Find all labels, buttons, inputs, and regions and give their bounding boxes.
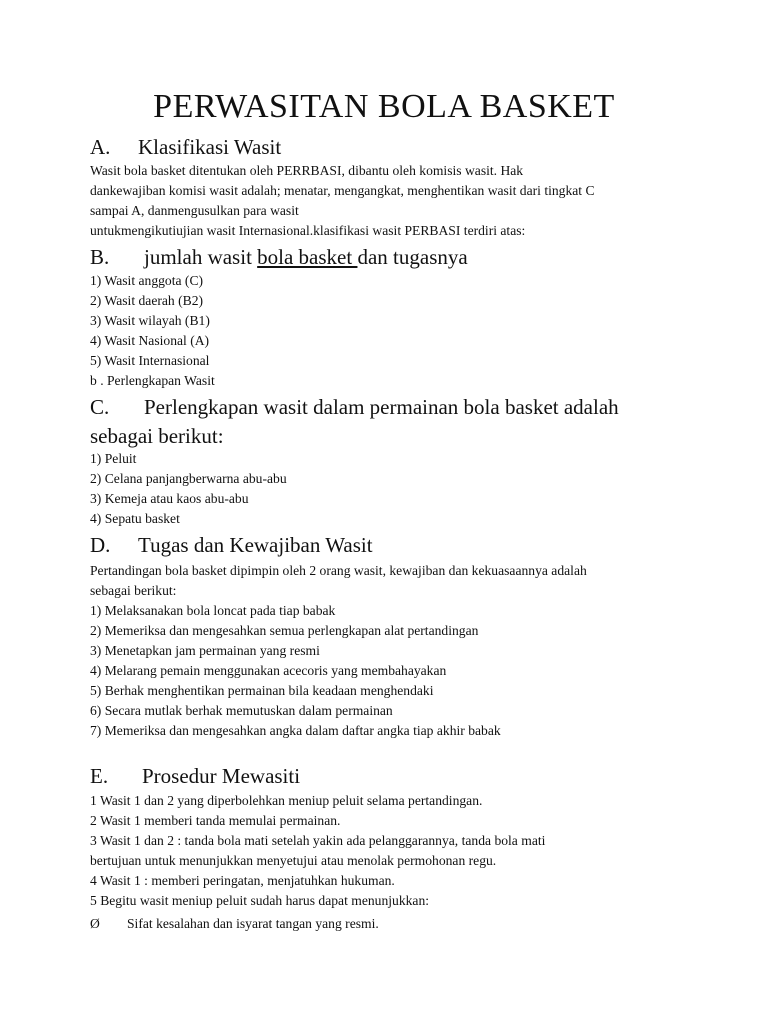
section-title: Tugas dan Kewajiban Wasit <box>138 533 373 557</box>
list-item: 5) Wasit Internasional <box>90 353 210 368</box>
section-title: Prosedur Mewasiti <box>142 764 301 788</box>
list-item: 1) Wasit anggota (C) <box>90 273 204 288</box>
list-item: 7) Memeriksa dan mengesahkan angka dalam daftar angka tiap akhir babak <box>90 723 501 738</box>
list-item: 4) Wasit Nasional (A) <box>90 333 210 348</box>
section-b-heading <box>90 244 468 270</box>
empty-set-bullet-icon: Ø <box>90 916 100 931</box>
list-item: 3) Kemeja atau kaos abu-abu <box>90 491 249 506</box>
list-item: 4) Sepatu basket <box>90 511 180 526</box>
section-title: Klasifikasi Wasit <box>138 135 282 159</box>
section-title: jumlah wasit <box>144 245 258 269</box>
list-item: 4) Melarang pemain menggunakan acecoris yang membahayakan <box>90 663 447 678</box>
bullet-item <box>90 914 379 934</box>
paragraph-line: untukmengikutiujian wasit Internasional.klasifikasi wasit PERBASI terdiri atas: <box>90 223 526 238</box>
section-e-heading <box>90 763 300 789</box>
section-letter: C. <box>90 395 110 419</box>
section-c-heading-cont: sebagai berikut: <box>90 424 224 448</box>
paragraph-line: Pertandingan bola basket dipimpin oleh 2 orang wasit, kewajiban dan kekuasaannya adalah <box>90 563 587 578</box>
section-letter: D. <box>90 533 111 557</box>
list-item: 2 Wasit 1 memberi tanda memulai permainan. <box>90 813 341 828</box>
list-item: 3) Menetapkan jam permainan yang resmi <box>90 643 320 658</box>
bullet-text: Sifat kesalahan dan isyarat tangan yang resmi. <box>127 916 379 931</box>
list-item: 4 Wasit 1 : memberi peringatan, menjatuhkan hukuman. <box>90 873 395 888</box>
paragraph-line: Wasit bola basket ditentukan oleh PERRBASI, dibantu oleh komisis wasit. Hak <box>90 163 524 178</box>
section-a-heading <box>90 134 281 160</box>
list-item: bertujuan untuk menunjukkan menyetujui atau menolak permohonan regu. <box>90 853 497 868</box>
list-item: 1) Melaksanakan bola loncat pada tiap babak <box>90 603 336 618</box>
paragraph-line: sebagai berikut: <box>90 583 177 598</box>
section-title: Perlengkapan wasit dalam permainan bola basket adalah <box>144 395 619 419</box>
list-item: 2) Wasit daerah (B2) <box>90 293 204 308</box>
list-item: 2) Celana panjangberwarna abu-abu <box>90 471 287 486</box>
list-item: 5 Begitu wasit meniup peluit sudah harus dapat menunjukkan: <box>90 893 430 908</box>
list-item: 1 Wasit 1 dan 2 yang diperbolehkan meniup peluit selama pertandingan. <box>90 793 483 808</box>
document-title: PERWASITAN BOLA BASKET <box>153 88 615 125</box>
list-item: 2) Memeriksa dan mengesahkan semua perlengkapan alat pertandingan <box>90 623 479 638</box>
list-item: 6) Secara mutlak berhak memutuskan dalam permainan <box>90 703 393 718</box>
section-d-heading <box>90 532 373 558</box>
bola-basket-link[interactable]: bola basket <box>257 245 358 269</box>
section-letter: B. <box>90 245 110 269</box>
paragraph-line: dankewajiban komisi wasit adalah; menatar, mengangkat, menghentikan wasit dari tingkat C <box>90 183 595 198</box>
section-c-heading <box>90 394 619 420</box>
list-item: 3 Wasit 1 dan 2 : tanda bola mati setelah yakin ada pelanggarannya, tanda bola mati <box>90 833 546 848</box>
list-item: 3) Wasit wilayah (B1) <box>90 313 210 328</box>
paragraph-line: sampai A, danmengusulkan para wasit <box>90 203 299 218</box>
list-item: 1) Peluit <box>90 451 137 466</box>
section-title-rest: dan tugasnya <box>357 245 468 269</box>
section-letter: E. <box>90 764 109 788</box>
section-letter: A. <box>90 135 111 159</box>
list-item: b . Perlengkapan Wasit <box>90 373 215 388</box>
list-item: 5) Berhak menghentikan permainan bila keadaan menghendaki <box>90 683 434 698</box>
